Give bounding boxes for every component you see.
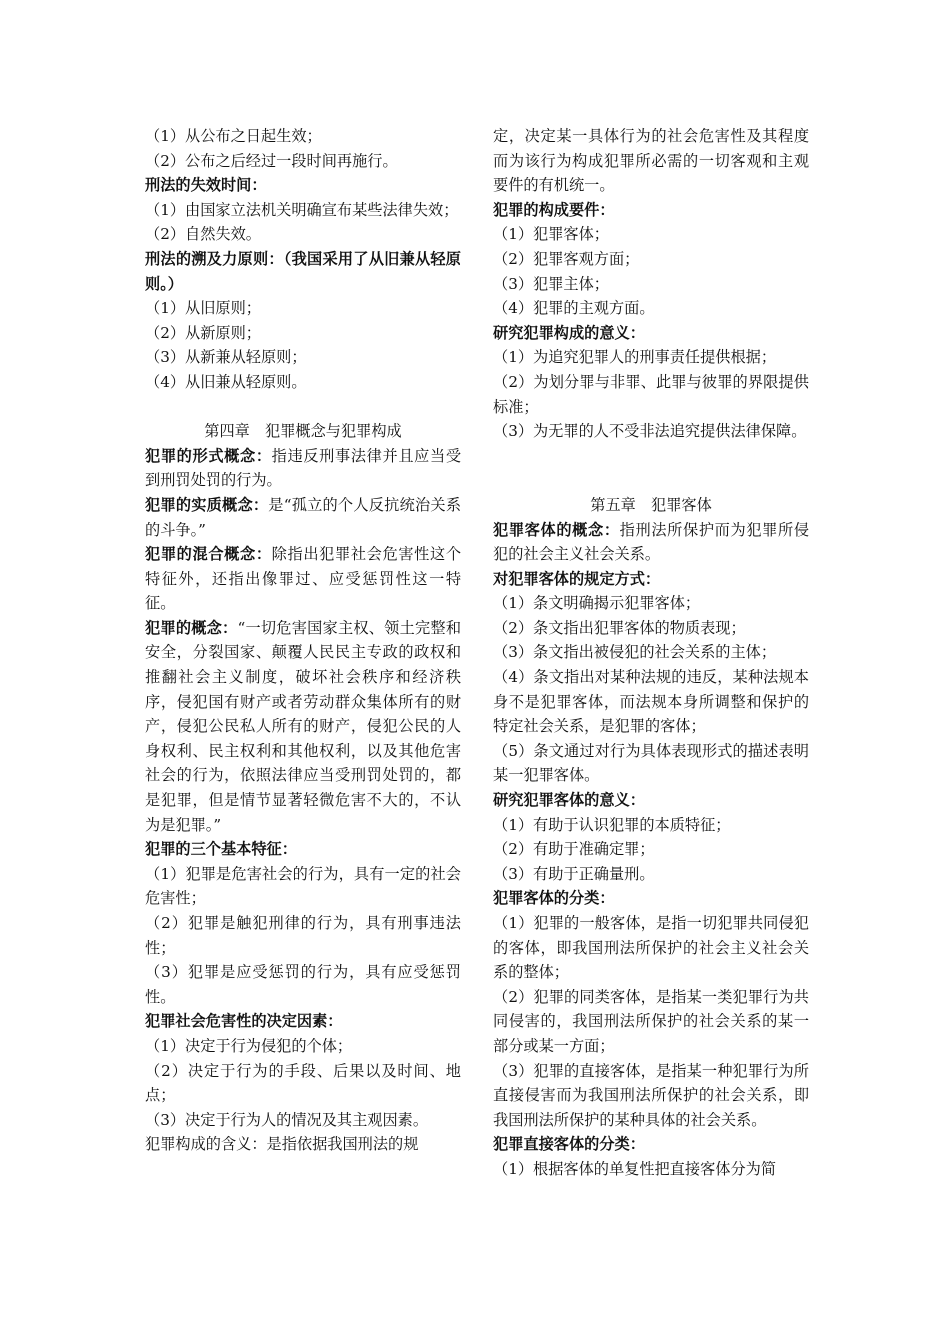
section-heading: 刑法的溯及力原则：（我国采用了从旧兼从轻原则。） [145,249,461,293]
list-item: （1）条文明确揭示犯罪客体； [493,594,701,613]
spacer [493,468,809,493]
spacer [493,444,809,469]
term: 犯罪客体的概念： [493,520,620,539]
section-heading: 犯罪直接客体的分类： [493,1135,645,1154]
list-item: （1）犯罪的一般客体，是指一切犯罪共同侵犯的客体，即我国刑法所保护的社会主义社会关系的整体； [493,914,809,982]
list-item: （1）从旧原则； [145,299,261,318]
section-heading: 犯罪社会危害性的决定因素： [145,1012,343,1031]
list-item: （1）有助于认识犯罪的本质特征； [493,815,731,834]
section-heading: 研究犯罪构成的意义： [493,323,645,342]
list-item: （1）决定于行为侵犯的个体； [145,1036,353,1055]
section-heading: 研究犯罪客体的意义： [493,791,645,810]
list-item: （2）条文指出犯罪客体的物质表现； [493,618,746,637]
definition-paragraph [145,542,461,616]
definition: 指违反刑事法律并且应当受到刑罚处罚的行为。 [145,446,462,490]
term: 犯罪的概念： [145,618,238,637]
list-item: （2）有助于准确定罪； [493,840,655,859]
section-heading: 对犯罪客体的规定方式： [493,569,661,588]
term: 犯罪的形式概念： [145,446,272,465]
list-item: （4）从旧兼从轻原则。 [145,372,307,391]
list-item: （2）自然失效。 [145,225,261,244]
right-column [493,124,809,1182]
spacer [145,395,461,420]
chapter-title: 第五章 犯罪客体 [590,495,712,514]
list-item: （1）犯罪客体； [493,225,609,244]
list-item: （4）条文指出对某种法规的违反，某种法规本身不是犯罪客体，而法规本身所调整和保护的特定社会关系，是犯罪的客体； [493,668,809,736]
list-item: （3）决定于行为人的情况及其主观因素。 [145,1110,429,1129]
paragraph: 犯罪构成的含义：是指依据我国刑法的规 [145,1135,419,1154]
left-column [145,124,461,1157]
list-item: （2）犯罪的同类客体，是指某一类犯罪行为共同侵害的，我国刑法所保护的社会关系的某一部分或某一方面； [493,987,809,1055]
chapter-title: 第四章 犯罪概念与犯罪构成 [204,422,402,441]
definition-paragraph [145,616,461,837]
list-item: （2）决定于行为的手段、后果以及时间、地点； [145,1061,461,1105]
list-item: （3）条文指出被侵犯的社会关系的主体； [493,643,777,662]
list-item: （1）从公布之日起生效； [145,127,322,145]
list-item: （5）条文通过对行为具体表现形式的描述表明某一犯罪客体。 [493,741,809,785]
list-item: （2）从新原则； [145,323,261,342]
section-heading: 犯罪的三个基本特征： [145,840,297,859]
definition: “一切危害国家主权、领土完整和安全，分裂国家、颠覆人民民主专政的政权和推翻社会主义制度，破坏社会秩序和经济秩序，侵犯国有财产或者劳动群众集体所有的财产，侵犯公民私人所有的财产，侵犯公民的人身权利、民主权利和其他权利，以及其他危害社会的行为，依照法律应当受刑罚处罚的，都是犯罪，但是情节显著轻微危害不大的，不认为是犯罪。” [145,618,462,834]
paragraph: 定，决定某一具体行为的社会危害性及其程度而为该行为构成犯罪所必需的一切客观和主观要件的有机统一。 [493,127,809,195]
list-item: （2）为划分罪与非罪、此罪与彼罪的界限提供标准； [493,372,809,416]
term: 犯罪的实质概念： [145,495,269,514]
list-item: （3）有助于正确量刑。 [493,864,655,883]
list-item: （1）由国家立法机关明确宣布某些法律失效； [145,200,459,219]
definition: 是“孤立的个人反抗统治关系的斗争。” [145,495,462,539]
list-item: （3）犯罪主体； [493,274,609,293]
definition-paragraph [145,444,461,493]
list-item: （1）根据客体的单复性把直接客体分为简 [493,1159,777,1178]
section-heading: 犯罪的构成要件： [493,200,615,219]
list-item: （1）为追究犯罪人的刑事责任提供根据； [493,348,777,367]
section-heading: 刑法的失效时间： [145,176,267,195]
definition: 除指出犯罪社会危害性这个特征外，还指出像罪过、应受惩罚性这一特征。 [145,545,462,613]
list-item: （2）犯罪客观方面； [493,249,640,268]
list-item: （2）公布之后经过一段时间再施行。 [145,151,398,170]
section-heading: 犯罪客体的分类： [493,889,615,908]
list-item: （3）犯罪的直接客体，是指某一种犯罪行为所直接侵害而为我国刑法所保护的社会关系，即我国刑法所保护的某种具体的社会关系。 [493,1061,809,1129]
list-item: （3）从新兼从轻原则； [145,348,307,367]
list-item: （1）犯罪是危害社会的行为，具有一定的社会危害性； [145,864,461,908]
list-item: （4）犯罪的主观方面。 [493,299,655,318]
term: 犯罪的混合概念： [145,545,272,564]
definition-paragraph [493,518,809,567]
list-item: （2）犯罪是触犯刑律的行为，具有刑事违法性； [145,914,461,957]
list-item: （3）犯罪是应受惩罚的行为，具有应受惩罚性。 [145,963,461,1006]
definition-paragraph [145,493,461,542]
definition: 指刑法所保护而为犯罪所侵犯的社会主义社会关系。 [493,520,810,564]
list-item: （3）为无罪的人不受非法追究提供法律保障。 [493,422,807,441]
